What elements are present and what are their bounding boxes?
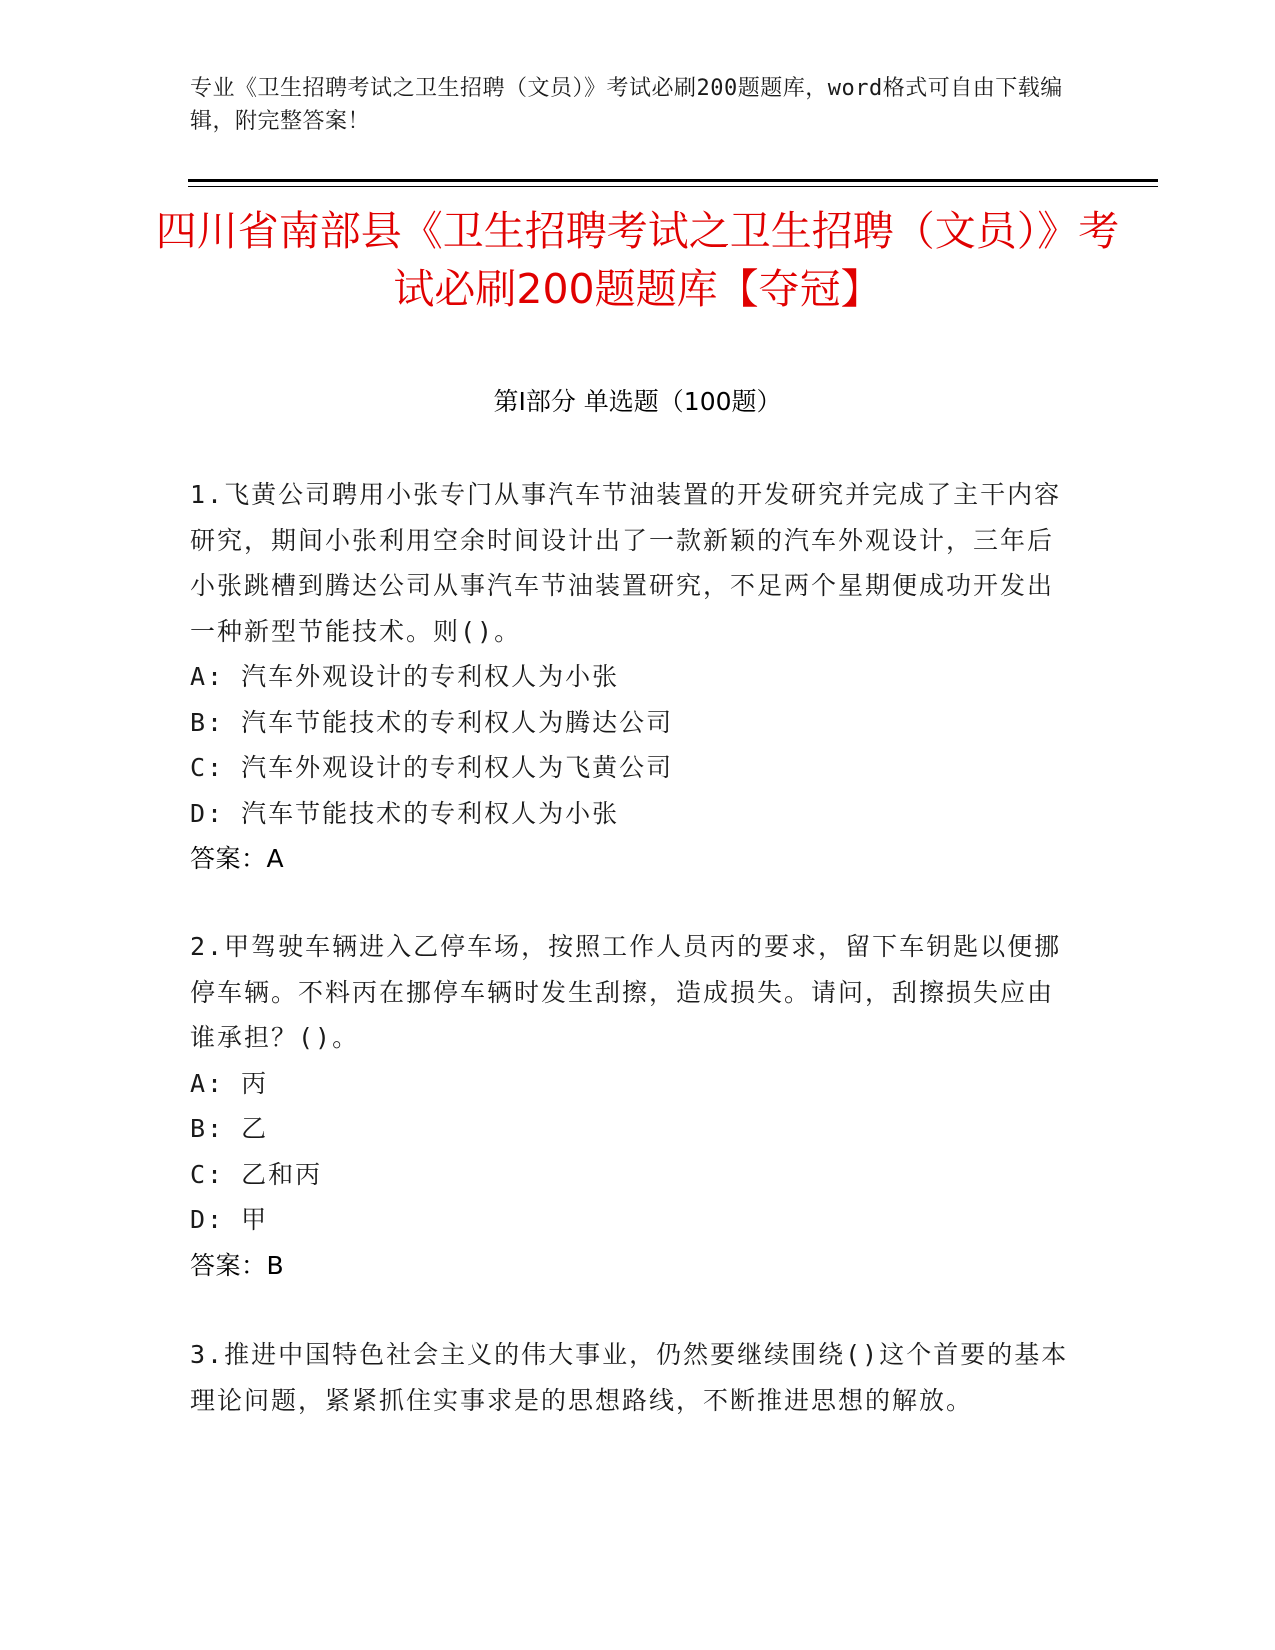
question-stem: 3.推进中国特色社会主义的伟大事业，仍然要继续围绕()这个首要的基本理论问题，紧紧抓住实事求是的思想路线，不断推进思想的解放。 [190, 1340, 1069, 1415]
question-stem: 1.飞黄公司聘用小张专门从事汽车节油装置的开发研究并完成了主干内容研究，期间小张利用空余时间设计出了一款新颖的汽车外观设计，三年后小张跳槽到腾达公司从事汽车节油装置研究，不足两个星期便成功开发出一种新型节能技术。则()。 [190, 480, 1062, 646]
answer: 答案：A [190, 844, 285, 873]
option-d: D: 甲 [190, 1205, 269, 1234]
option-c: C: 汽车外观设计的专利权人为飞黄公司 [190, 753, 674, 782]
option-d: D: 汽车节能技术的专利权人为小张 [190, 798, 620, 828]
question-2 [190, 924, 1070, 1288]
option-a: A: 汽车外观设计的专利权人为小张 [190, 662, 620, 691]
question-1 [190, 472, 1070, 882]
document-title: 四川省南部县《卫生招聘考试之卫生招聘（文员）》考试必刷200题题库【夺冠】 [155, 207, 1120, 313]
question-stem: 2.甲驾驶车辆进入乙停车场，按照工作人员丙的要求，留下车钥匙以便挪停车辆。不料丙在挪停车辆时发生刮擦，造成损失。请问，刮擦损失应由谁承担？()。 [190, 932, 1062, 1052]
option-a: A: 丙 [190, 1068, 269, 1098]
header-divider-thick [188, 179, 1158, 182]
answer: 答案：B [190, 1250, 285, 1280]
question-3 [190, 1332, 1070, 1423]
header-divider-thin [188, 186, 1158, 187]
option-b: B: 乙 [190, 1114, 269, 1143]
section-heading: 第I部分 单选题（100题） [493, 387, 782, 416]
header-note: 专业《卫生招聘考试之卫生招聘（文员）》考试必刷200题题库，word格式可自由下载编辑，附完整答案！ [190, 76, 1063, 134]
option-c: C: 乙和丙 [190, 1159, 323, 1189]
option-b: B: 汽车节能技术的专利权人为腾达公司 [190, 707, 674, 737]
